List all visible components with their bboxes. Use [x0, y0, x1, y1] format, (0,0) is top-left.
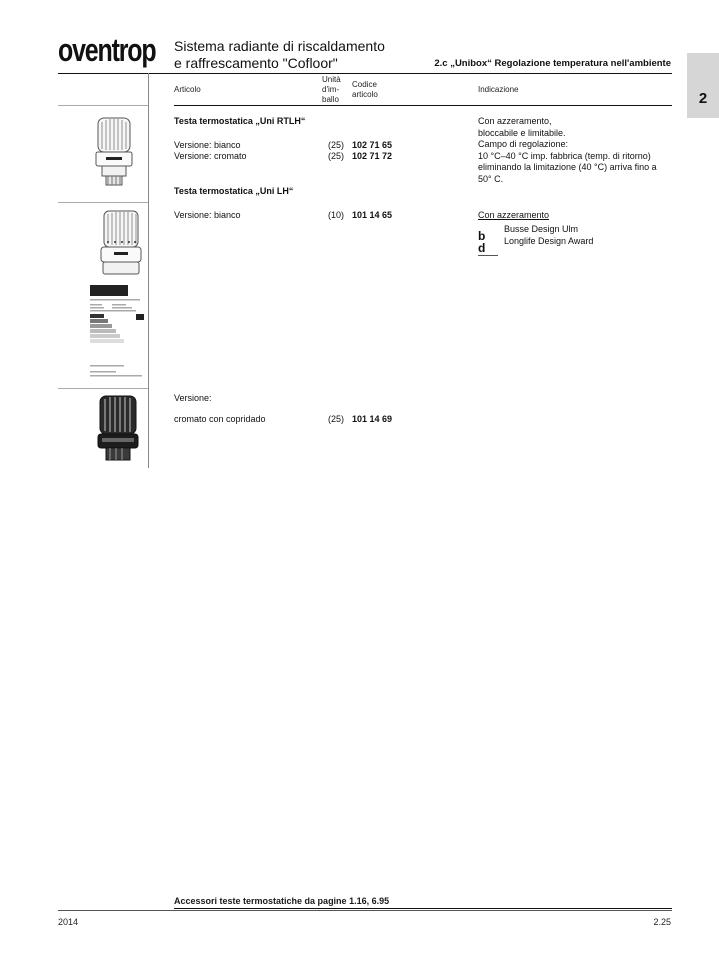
- page-title: [174, 38, 385, 72]
- pack-unit: (25): [328, 414, 345, 424]
- pack-unit: (10): [328, 210, 345, 220]
- section-title: 2.c „Unibox“ Regolazione temperatura nell'ambiente: [434, 58, 671, 69]
- pack-unit: (25): [328, 151, 345, 161]
- article-code: 101 14 69: [352, 414, 393, 424]
- article-code: 102 71 65: [352, 140, 393, 150]
- page-number: 2.25: [653, 917, 671, 927]
- image-column-rule: [58, 105, 148, 106]
- pack-unit: (25): [328, 140, 345, 150]
- table-row: cromato con copridado: [174, 414, 266, 424]
- energy-label-image: [90, 285, 148, 380]
- product-title-version: Versione:: [174, 393, 212, 403]
- col-unita: Unità d'im- ballo: [322, 75, 341, 104]
- image-column-border: [148, 73, 149, 468]
- brand-logo: oventrop: [58, 32, 156, 68]
- table-header-rule: [174, 105, 672, 106]
- article-code: 101 14 65: [352, 210, 393, 220]
- product-image-chrome: [94, 394, 144, 466]
- product-image-uni-lh: [98, 208, 148, 280]
- product-title-rtlh: Testa termostatica „Uni RTLH“: [174, 116, 306, 126]
- award-text: Busse Design Ulm Longlife Design Award: [504, 224, 594, 246]
- image-divider-1: [58, 202, 148, 203]
- product-title-uni-lh: Testa termostatica „Uni LH“: [174, 186, 294, 196]
- title-line-1: Sistema radiante di riscaldamento: [174, 38, 385, 54]
- chapter-number: 2: [698, 90, 708, 107]
- footer-year: 2014: [58, 917, 79, 927]
- image-divider-2: [58, 388, 148, 389]
- accessories-note: Accessori teste termostatiche da pagine 1.16, 6.95: [174, 896, 390, 906]
- notes-rtlh: Con azzeramento, bloccabile e limitabile. Campo di regolazione: 10 °C–40 °C imp. fabbrica (temp. di ritorno) eliminando la limitazione (40 °C) arriva fino a 50° C.: [478, 116, 657, 184]
- article-code: 102 71 72: [352, 151, 393, 161]
- chapter-tab[interactable]: [687, 53, 719, 118]
- table-row: Versione: bianco: [174, 210, 241, 220]
- footer-rule: [58, 910, 672, 911]
- col-codice: Codice articolo: [352, 80, 378, 99]
- col-articolo: Articolo: [174, 85, 201, 94]
- header-rule: [58, 73, 672, 74]
- title-line-2: e raffrescamento "Cofloor": [174, 55, 338, 71]
- product-image-rtlh: [92, 116, 138, 188]
- award-logo: b d: [478, 230, 498, 244]
- table-row: Versione: bianco: [174, 140, 241, 150]
- footer-rule-short: [174, 908, 672, 909]
- col-indicazione: Indicazione: [478, 85, 519, 94]
- table-row: Versione: cromato: [174, 151, 247, 161]
- notes-uni-lh: Con azzeramento: [478, 210, 550, 220]
